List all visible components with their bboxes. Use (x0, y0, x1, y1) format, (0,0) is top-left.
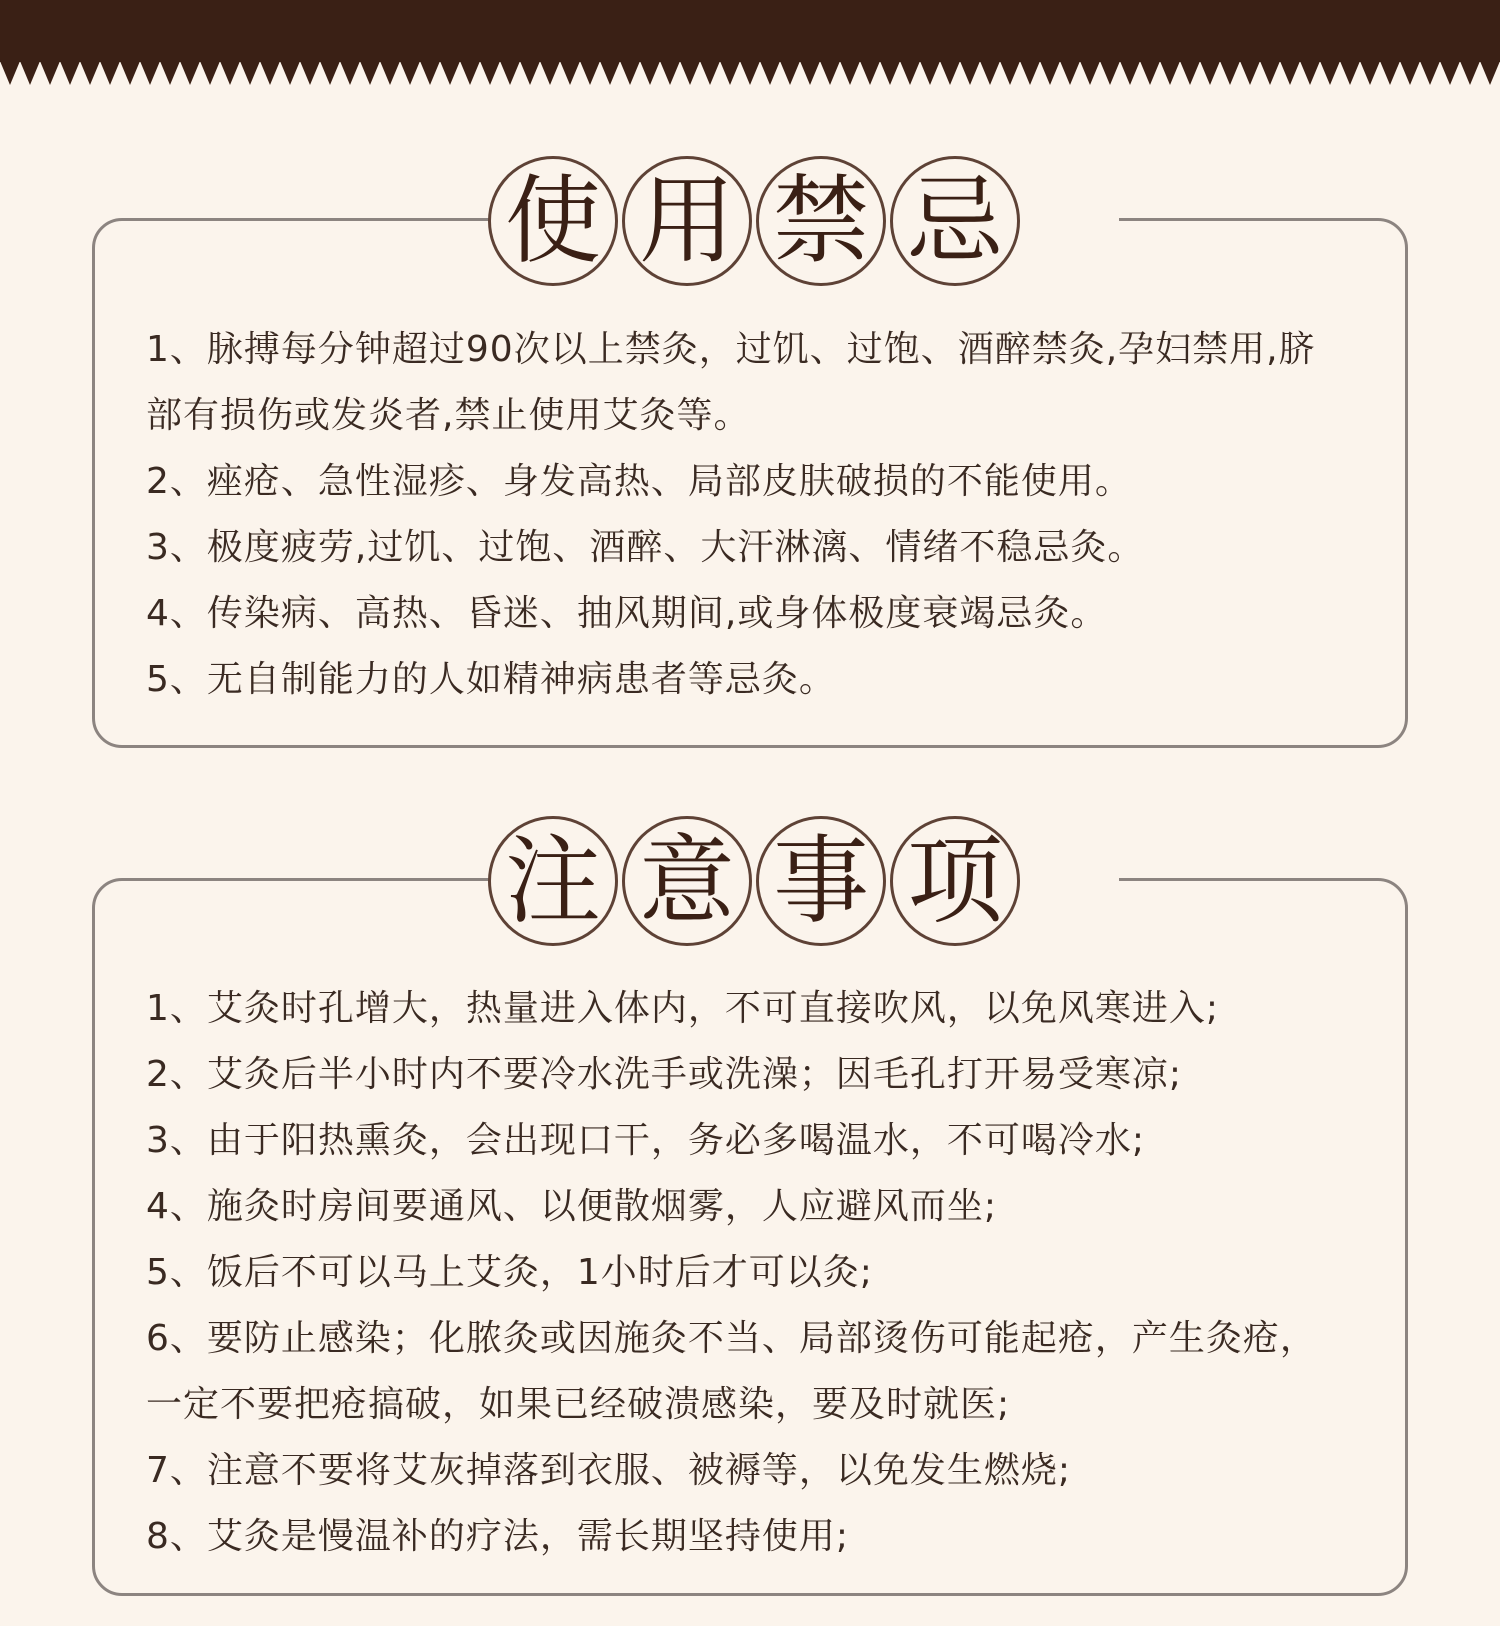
precautions-title (488, 816, 1020, 952)
zigzag-border (0, 61, 1500, 91)
precautions-list (146, 976, 1346, 1570)
title-char: 事 (756, 816, 886, 946)
title-char: 意 (622, 816, 752, 946)
title-char: 注 (488, 816, 618, 946)
list-item: 2、痤疮、急性湿疹、身发高热、局部皮肤破损的不能使用。 (146, 461, 1132, 502)
title-char: 禁 (756, 156, 886, 286)
title-char: 项 (890, 816, 1020, 946)
title-char: 用 (622, 156, 752, 286)
top-header-band (0, 0, 1500, 62)
list-item: 3、由于阳热熏灸，会出现口干，务必多喝温水，不可喝冷水; (146, 1120, 1146, 1161)
list-item: 8、艾灸是慢温补的疗法，需长期坚持使用; (146, 1516, 850, 1557)
list-item: 1、脉搏每分钟超过90次以上禁灸，过饥、过饱、酒醉禁灸,孕妇禁用,脐部有损伤或发炎者,禁止使用艾灸等。 (146, 329, 1316, 436)
list-item: 5、无自制能力的人如精神病患者等忌灸。 (146, 659, 836, 700)
list-item: 7、注意不要将艾灰掉落到衣服、被褥等，以免发生燃烧; (146, 1450, 1072, 1491)
title-char: 忌 (890, 156, 1020, 286)
list-item: 3、极度疲劳,过饥、过饱、酒醉、大汗淋漓、情绪不稳忌灸。 (146, 527, 1145, 568)
list-item: 6、要防止感染；化脓灸或因施灸不当、局部烫伤可能起疮，产生灸疮，一定不要把疮搞破，如果已经破溃感染，要及时就医; (146, 1318, 1317, 1425)
list-item: 5、饭后不可以马上艾灸，1小时后才可以灸; (146, 1252, 873, 1293)
contraindications-title (488, 156, 1020, 292)
list-item: 1、艾灸时孔增大，热量进入体内，不可直接吹风，以免风寒进入; (146, 988, 1220, 1029)
list-item: 4、施灸时房间要通风、以便散烟雾，人应避风而坐; (146, 1186, 998, 1227)
contraindications-list (146, 317, 1346, 713)
title-char: 使 (488, 156, 618, 286)
list-item: 2、艾灸后半小时内不要冷水洗手或洗澡；因毛孔打开易受寒凉; (146, 1054, 1183, 1095)
list-item: 4、传染病、高热、昏迷、抽风期间,或身体极度衰竭忌灸。 (146, 593, 1108, 634)
